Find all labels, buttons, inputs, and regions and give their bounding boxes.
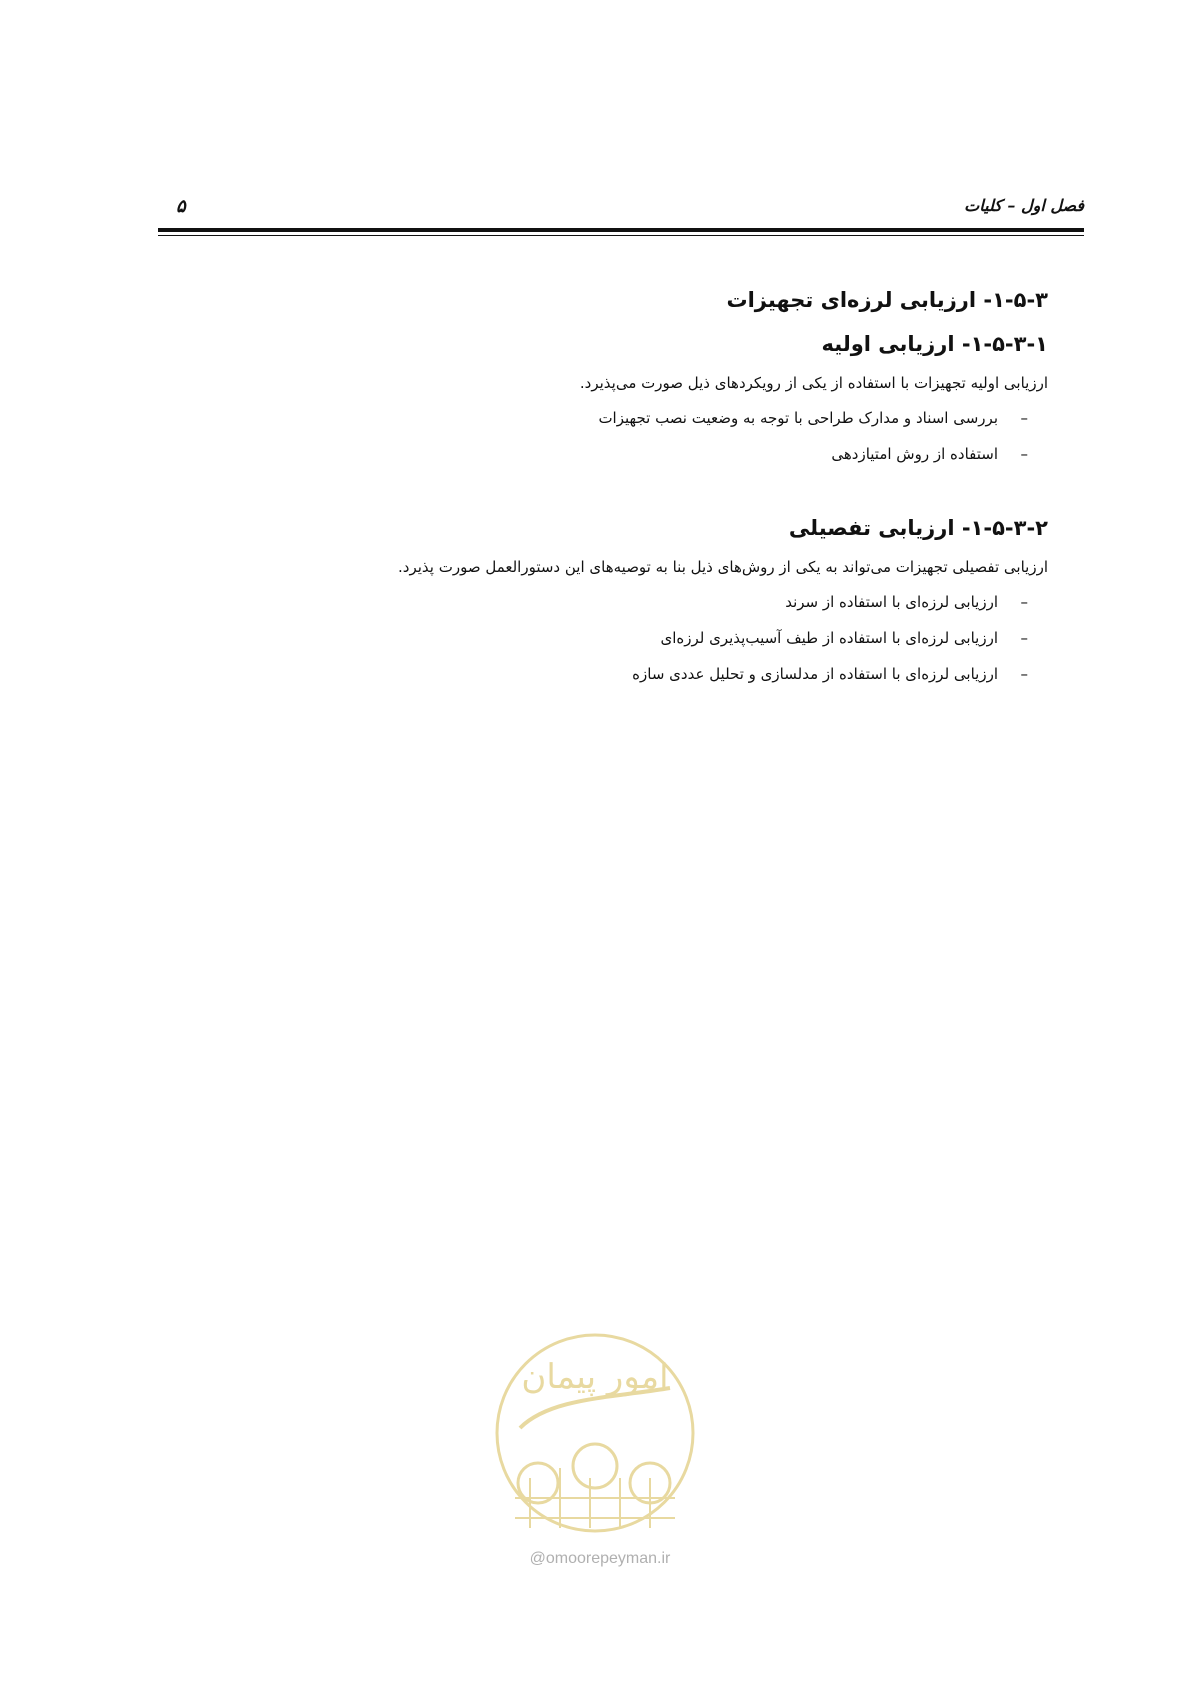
list-item bbox=[158, 656, 1048, 692]
dash-bullet: – bbox=[1020, 409, 1028, 427]
list-item-text: ارزیابی لرزه‌ای با استفاده از مدلسازی و تحلیل عددی سازه bbox=[632, 665, 998, 683]
list-item-text: ارزیابی لرزه‌ای با استفاده از طیف آسیب‌پذیری لرزه‌ای bbox=[660, 629, 998, 647]
initial-assessment-list bbox=[158, 400, 1048, 472]
section-heading-seismic-assessment: ۱-۵-۳- ارزیابی لرزه‌ای تجهیزات bbox=[726, 288, 1048, 312]
list-item bbox=[158, 400, 1048, 436]
header-rule-thin bbox=[158, 235, 1084, 236]
list-item-text: بررسی اسناد و مدارک طراحی با توجه به وضعیت نصب تجهیزات bbox=[598, 409, 998, 427]
watermark-logo-text: امور پیمان bbox=[521, 1357, 669, 1397]
page-content bbox=[158, 278, 1048, 692]
list-item bbox=[158, 436, 1048, 472]
dash-bullet: – bbox=[1020, 629, 1028, 647]
list-item-text: استفاده از روش امتیازدهی bbox=[831, 445, 998, 463]
watermark-url: @omoorepeyman.ir bbox=[529, 1550, 671, 1567]
watermark-logo-icon bbox=[490, 1328, 700, 1568]
list-item-text: ارزیابی لرزه‌ای با استفاده از سرند bbox=[785, 593, 998, 611]
list-item bbox=[158, 620, 1048, 656]
detailed-assessment-intro: ارزیابی تفصیلی تجهیزات می‌تواند به یکی از روش‌های ذیل بنا به توصیه‌های این دستورالعمل صورت پذیرد. bbox=[398, 558, 1048, 576]
dash-bullet: – bbox=[1020, 445, 1028, 463]
dash-bullet: – bbox=[1020, 593, 1028, 611]
list-item bbox=[158, 584, 1048, 620]
initial-assessment-intro: ارزیابی اولیه تجهیزات با استفاده از یکی از رویکردهای ذیل صورت می‌پذیرد. bbox=[579, 374, 1048, 392]
dash-bullet: – bbox=[1020, 665, 1028, 683]
section-heading-detailed-assessment: ۱-۵-۳-۲- ارزیابی تفصیلی bbox=[788, 516, 1048, 540]
spacer bbox=[158, 472, 1048, 506]
detailed-assessment-list bbox=[158, 584, 1048, 692]
header-rule-thick bbox=[158, 228, 1084, 232]
chapter-title: فصل اول – کلیات bbox=[964, 196, 1084, 215]
section-heading-initial-assessment: ۱-۵-۳-۱- ارزیابی اولیه bbox=[821, 332, 1048, 356]
page-number: ۵ bbox=[176, 196, 186, 217]
